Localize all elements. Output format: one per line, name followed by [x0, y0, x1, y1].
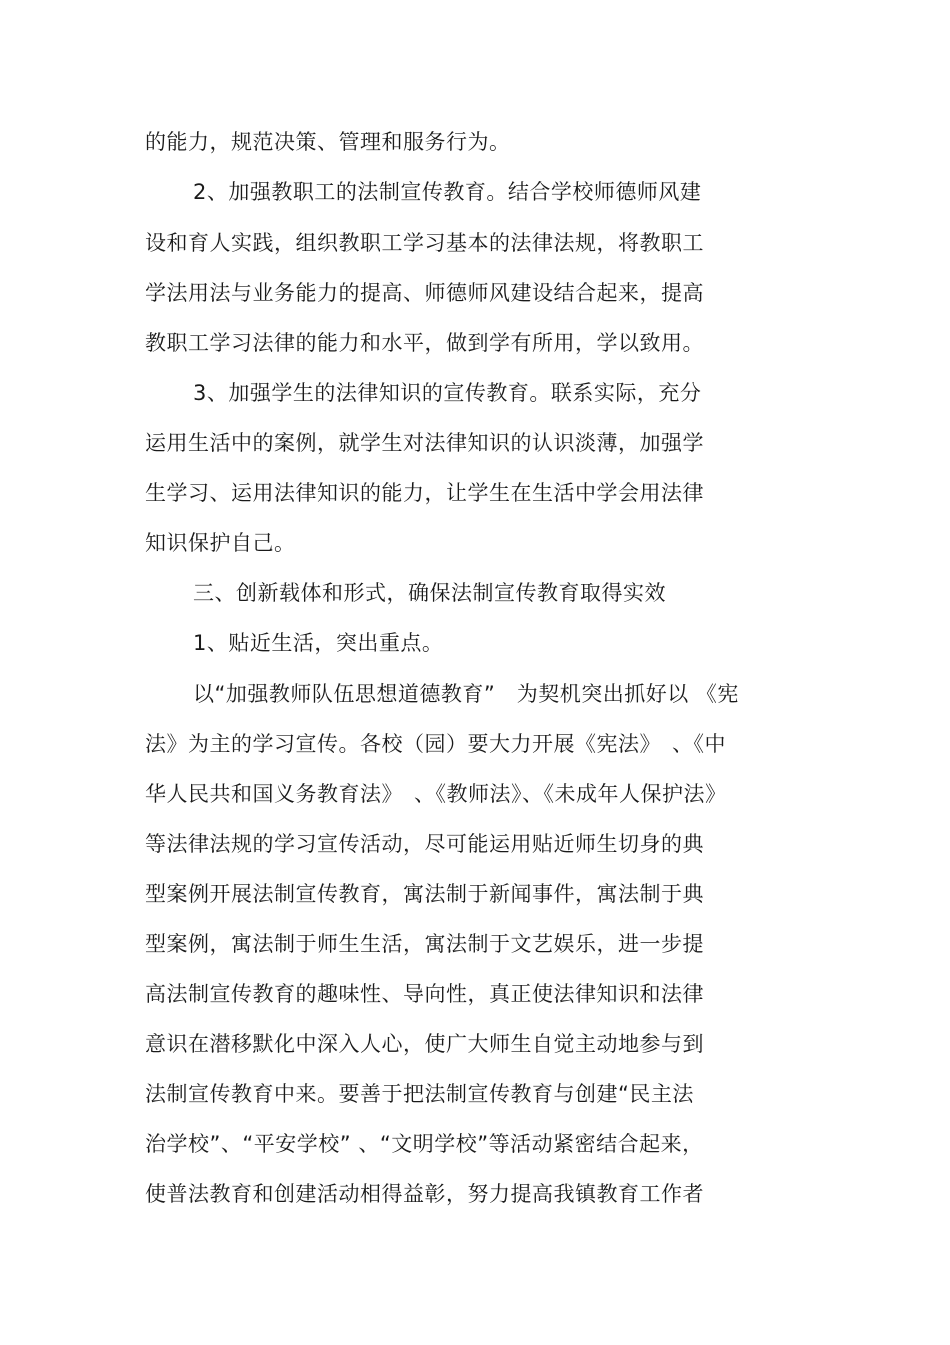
text-line-1: 的能力，规范决策、管理和服务行为。 [145, 130, 511, 154]
text-line-15: 等法律法规的学习宣传活动，尽可能运用贴近师生切身的典 [145, 832, 704, 856]
text-line-4: 学法用法与业务能力的提高、师德师风建设结合起来，提高 [145, 281, 704, 305]
subsection-heading: 1、贴近生活，突出重点。 [193, 631, 444, 655]
text-line-17: 型案例，寓法制于师生生活，寓法制于文艺娱乐，进一步提 [145, 932, 704, 956]
text-line-16: 型案例开展法制宣传教育，寓法制于新闻事件，寓法制于典 [145, 882, 704, 906]
text-line-7: 运用生活中的案例，就学生对法律知识的认识淡薄，加强学 [145, 431, 704, 455]
text-line-8: 生学习、运用法律知识的能力，让学生在生活中学会用法律 [145, 481, 704, 505]
text-line-22: 使普法教育和创建活动相得益彰，努力提高我镇教育工作者 [145, 1182, 704, 1206]
text-line-2: 2、加强教职工的法制宣传教育。结合学校师德师风建 [193, 180, 702, 204]
text-line-5: 教职工学习法律的能力和水平，做到学有所用，学以致用。 [145, 331, 704, 355]
text-line-20: 法制宣传教育中来。要善于把法制宣传教育与创建“民主法 [145, 1082, 694, 1106]
text-line-14: 华人民共和国义务教育法》 、《教师法》、《未成年人保护法》 [145, 782, 727, 806]
text-line-6: 3、加强学生的法律知识的宣传教育。联系实际，充分 [193, 381, 702, 405]
text-line-18: 高法制宣传教育的趣味性、导向性，真正使法律知识和法律 [145, 982, 704, 1006]
text-line-3: 设和育人实践，组织教职工学习基本的法律法规，将教职工 [145, 231, 704, 255]
text-line-19: 意识在潜移默化中深入人心，使广大师生自觉主动地参与到 [145, 1032, 704, 1056]
text-line-21: 治学校”、“平安学校” 、“文明学校”等活动紧密结合起来， [145, 1132, 704, 1156]
section-heading: 三、创新载体和形式，确保法制宣传教育取得实效 [193, 581, 666, 605]
text-line-9: 知识保护自己。 [145, 531, 296, 555]
text-line-13: 法》为主的学习宣传。各校（园）要大力开展《宪法》 、《中 [145, 732, 726, 756]
text-line-12: 以“加强教师队伍思想道德教育” 为契机突出抓好以 《宪 [193, 682, 739, 706]
